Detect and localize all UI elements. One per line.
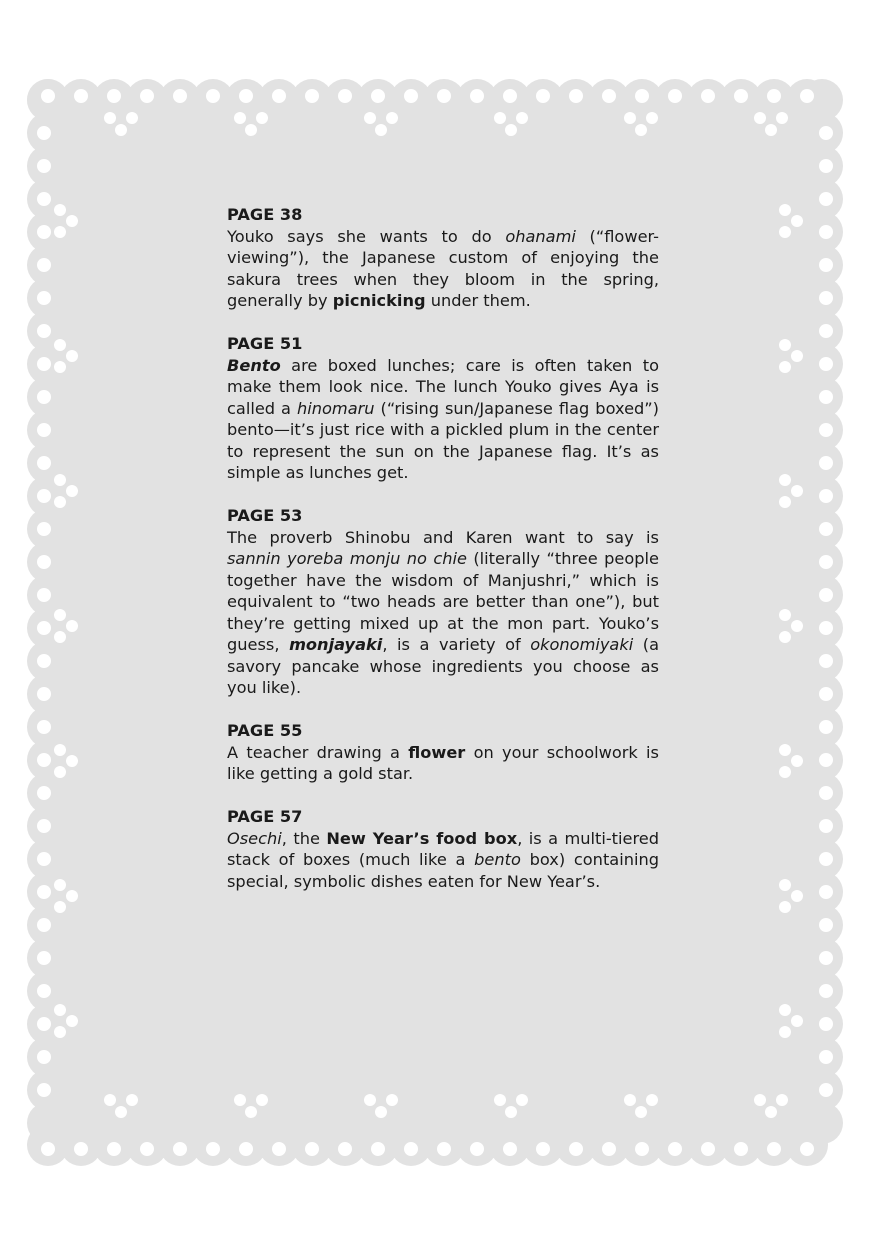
eyelet bbox=[37, 489, 51, 503]
eyelet bbox=[37, 1083, 51, 1097]
eyelet bbox=[66, 1015, 78, 1027]
eyelet bbox=[364, 1094, 376, 1106]
eyelet bbox=[37, 555, 51, 569]
eyelet bbox=[54, 901, 66, 913]
text-run: on your schoolwork is like getting a gold star. bbox=[227, 742, 659, 783]
eyelet bbox=[776, 1094, 788, 1106]
eyelet bbox=[104, 112, 116, 124]
eyelet bbox=[503, 89, 517, 103]
text-run: (a savory pancake whose ingredients you choose as you like). bbox=[227, 635, 659, 697]
note-page-38 bbox=[227, 204, 659, 312]
eyelet bbox=[800, 1142, 814, 1156]
eyelet bbox=[245, 124, 257, 136]
eyelet bbox=[646, 112, 658, 124]
eyelet bbox=[819, 852, 833, 866]
eyelet bbox=[54, 609, 66, 621]
eyelet bbox=[37, 456, 51, 470]
text-run: okonomiyaki bbox=[530, 635, 634, 654]
text-run: are boxed lunches; care is often taken to make them look nice. The lunch Youko gives Aya is called a bbox=[227, 355, 659, 418]
text-run: , is a multi-tiered stack of boxes (much like a bbox=[227, 828, 659, 869]
eyelet bbox=[624, 112, 636, 124]
eyelet bbox=[635, 124, 647, 136]
note-heading: PAGE 57 bbox=[227, 807, 303, 826]
eyelet bbox=[173, 1142, 187, 1156]
eyelet bbox=[37, 819, 51, 833]
note-page-51 bbox=[227, 333, 659, 484]
eyelet bbox=[635, 1106, 647, 1118]
eyelet bbox=[767, 89, 781, 103]
eyelet bbox=[819, 456, 833, 470]
text-run: under them. bbox=[425, 291, 531, 310]
eyelet bbox=[791, 350, 803, 362]
eyelet bbox=[37, 1017, 51, 1031]
eyelet bbox=[779, 339, 791, 351]
eyelet bbox=[819, 918, 833, 932]
eyelet bbox=[734, 1142, 748, 1156]
eyelet bbox=[239, 1142, 253, 1156]
eyelet bbox=[107, 89, 121, 103]
eyelet bbox=[37, 885, 51, 899]
eyelet bbox=[668, 1142, 682, 1156]
text-run: (literally “three people together have the wisdom of Manjushri,” which is equivalent to “two heads are better than one”), but they’re getting mixed up at the mon part. Youko’s guess, bbox=[227, 549, 659, 654]
eyelet bbox=[470, 1142, 484, 1156]
eyelet bbox=[819, 984, 833, 998]
eyelet bbox=[37, 324, 51, 338]
note-page-55 bbox=[227, 720, 659, 785]
eyelet bbox=[819, 687, 833, 701]
eyelet bbox=[819, 720, 833, 734]
eyelet bbox=[779, 204, 791, 216]
eyelet bbox=[66, 485, 78, 497]
eyelet bbox=[37, 852, 51, 866]
text-run: flower bbox=[408, 742, 466, 762]
eyelet bbox=[37, 192, 51, 206]
eyelet bbox=[819, 621, 833, 635]
eyelet bbox=[115, 1106, 127, 1118]
eyelet bbox=[505, 124, 517, 136]
eyelet bbox=[364, 112, 376, 124]
eyelet bbox=[779, 631, 791, 643]
eyelet bbox=[536, 89, 550, 103]
eyelet bbox=[37, 126, 51, 140]
text-run: , is a variety of bbox=[382, 635, 531, 654]
note-body bbox=[227, 527, 659, 699]
eyelet bbox=[791, 755, 803, 767]
eyelet bbox=[819, 588, 833, 602]
translation-notes bbox=[227, 204, 659, 914]
eyelet bbox=[779, 901, 791, 913]
eyelet bbox=[819, 1083, 833, 1097]
eyelet bbox=[37, 753, 51, 767]
eyelet bbox=[66, 215, 78, 227]
eyelet bbox=[646, 1094, 658, 1106]
eyelet bbox=[494, 1094, 506, 1106]
eyelet bbox=[791, 1015, 803, 1027]
text-run: box) containing special, symbolic dishes eaten for New Year’s. bbox=[227, 850, 659, 891]
eyelet bbox=[754, 112, 766, 124]
eyelet bbox=[754, 1094, 766, 1106]
eyelet bbox=[206, 89, 220, 103]
eyelet bbox=[819, 291, 833, 305]
eyelet bbox=[569, 89, 583, 103]
eyelet bbox=[819, 654, 833, 668]
eyelet bbox=[819, 192, 833, 206]
eyelet bbox=[819, 1050, 833, 1064]
eyelet bbox=[569, 1142, 583, 1156]
note-heading: PAGE 55 bbox=[227, 721, 303, 740]
eyelet bbox=[635, 1142, 649, 1156]
eyelet bbox=[115, 124, 127, 136]
eyelet bbox=[701, 89, 715, 103]
eyelet bbox=[779, 766, 791, 778]
note-body bbox=[227, 828, 659, 893]
eyelet bbox=[37, 687, 51, 701]
eyelet bbox=[104, 1094, 116, 1106]
text-run: (“rising sun/Japanese flag boxed”) bento—it’s just rice with a pickled plum in the center to represent the sun on the Japanese flag. It’s as simple as lunches get. bbox=[227, 398, 660, 482]
text-run: New Year’s food box bbox=[326, 828, 518, 848]
eyelet bbox=[791, 485, 803, 497]
text-run: monjayaki bbox=[289, 635, 383, 654]
scallop bbox=[27, 1102, 69, 1144]
eyelet bbox=[819, 357, 833, 371]
eyelet bbox=[779, 496, 791, 508]
eyelet bbox=[66, 755, 78, 767]
note-body bbox=[227, 226, 659, 312]
eyelet bbox=[54, 339, 66, 351]
eyelet bbox=[404, 89, 418, 103]
eyelet bbox=[41, 1142, 55, 1156]
eyelet bbox=[819, 390, 833, 404]
eyelet bbox=[779, 226, 791, 238]
eyelet bbox=[37, 786, 51, 800]
eyelet bbox=[800, 89, 814, 103]
eyelet bbox=[126, 112, 138, 124]
text-run: ohanami bbox=[505, 226, 576, 246]
eyelet bbox=[765, 1106, 777, 1118]
eyelet bbox=[234, 112, 246, 124]
eyelet bbox=[819, 126, 833, 140]
eyelet bbox=[371, 1142, 385, 1156]
eyelet bbox=[54, 1004, 66, 1016]
eyelet bbox=[819, 324, 833, 338]
eyelet bbox=[37, 390, 51, 404]
eyelet bbox=[256, 112, 268, 124]
eyelet bbox=[37, 621, 51, 635]
eyelet bbox=[140, 1142, 154, 1156]
eyelet bbox=[37, 159, 51, 173]
eyelet bbox=[54, 226, 66, 238]
eyelet bbox=[256, 1094, 268, 1106]
eyelet bbox=[819, 786, 833, 800]
eyelet bbox=[779, 744, 791, 756]
note-page-53 bbox=[227, 505, 659, 699]
eyelet bbox=[819, 1017, 833, 1031]
eyelet bbox=[776, 112, 788, 124]
eyelet bbox=[779, 609, 791, 621]
text-run: (“flower-viewing”), the Japanese custom of enjoying the sakura trees when they bloom in the spring, generally by bbox=[227, 226, 659, 310]
text-run: Bento bbox=[227, 355, 281, 375]
eyelet bbox=[819, 159, 833, 173]
eyelet bbox=[54, 496, 66, 508]
eyelet bbox=[54, 879, 66, 891]
eyelet bbox=[66, 890, 78, 902]
eyelet bbox=[734, 89, 748, 103]
text-run: A teacher drawing a bbox=[227, 742, 409, 762]
note-heading: PAGE 51 bbox=[227, 334, 303, 353]
eyelet bbox=[404, 1142, 418, 1156]
eyelet bbox=[234, 1094, 246, 1106]
eyelet bbox=[386, 112, 398, 124]
eyelet bbox=[54, 1026, 66, 1038]
eyelet bbox=[791, 215, 803, 227]
eyelet bbox=[536, 1142, 550, 1156]
eyelet bbox=[386, 1094, 398, 1106]
eyelet bbox=[54, 744, 66, 756]
eyelet bbox=[37, 522, 51, 536]
text-run: hinomaru bbox=[297, 398, 375, 418]
eyelet bbox=[54, 631, 66, 643]
eyelet bbox=[624, 1094, 636, 1106]
eyelet bbox=[37, 918, 51, 932]
eyelet bbox=[470, 89, 484, 103]
eyelet bbox=[126, 1094, 138, 1106]
eyelet bbox=[779, 879, 791, 891]
eyelet bbox=[54, 361, 66, 373]
eyelet bbox=[140, 89, 154, 103]
note-heading: PAGE 38 bbox=[227, 205, 303, 224]
eyelet bbox=[54, 474, 66, 486]
eyelet bbox=[37, 654, 51, 668]
eyelet bbox=[66, 350, 78, 362]
eyelet bbox=[701, 1142, 715, 1156]
eyelet bbox=[37, 357, 51, 371]
text-run: Osechi bbox=[227, 828, 282, 848]
eyelet bbox=[791, 890, 803, 902]
eyelet bbox=[37, 225, 51, 239]
eyelet bbox=[54, 204, 66, 216]
eyelet bbox=[245, 1106, 257, 1118]
text-run: The proverb Shinobu and Karen want to say is bbox=[227, 527, 659, 547]
eyelet bbox=[635, 89, 649, 103]
eyelet bbox=[602, 89, 616, 103]
eyelet bbox=[765, 124, 777, 136]
eyelet bbox=[819, 522, 833, 536]
eyelet bbox=[819, 819, 833, 833]
eyelet bbox=[41, 89, 55, 103]
eyelet bbox=[338, 1142, 352, 1156]
eyelet bbox=[505, 1106, 517, 1118]
text-run: bento bbox=[474, 850, 521, 869]
eyelet bbox=[437, 89, 451, 103]
eyelet bbox=[206, 1142, 220, 1156]
text-run: sannin yoreba monju no chie bbox=[227, 549, 467, 568]
eyelet bbox=[37, 984, 51, 998]
eyelet bbox=[779, 1004, 791, 1016]
eyelet bbox=[819, 951, 833, 965]
eyelet bbox=[819, 489, 833, 503]
eyelet bbox=[503, 1142, 517, 1156]
text-run: Youko says she wants to do bbox=[227, 226, 506, 246]
eyelet bbox=[74, 1142, 88, 1156]
eyelet bbox=[791, 620, 803, 632]
eyelet bbox=[305, 1142, 319, 1156]
text-run: , the bbox=[281, 828, 327, 848]
eyelet bbox=[37, 951, 51, 965]
eyelet bbox=[37, 258, 51, 272]
eyelet bbox=[272, 1142, 286, 1156]
eyelet bbox=[516, 112, 528, 124]
eyelet bbox=[375, 124, 387, 136]
eyelet bbox=[819, 753, 833, 767]
scallop bbox=[801, 1102, 843, 1144]
eyelet bbox=[37, 720, 51, 734]
eyelet bbox=[371, 89, 385, 103]
eyelet bbox=[66, 620, 78, 632]
eyelet bbox=[54, 766, 66, 778]
eyelet bbox=[819, 423, 833, 437]
note-body bbox=[227, 355, 659, 484]
eyelet bbox=[767, 1142, 781, 1156]
note-body bbox=[227, 742, 659, 785]
eyelet bbox=[437, 1142, 451, 1156]
eyelet bbox=[819, 555, 833, 569]
eyelet bbox=[516, 1094, 528, 1106]
eyelet bbox=[819, 885, 833, 899]
eyelet bbox=[305, 89, 319, 103]
eyelet bbox=[375, 1106, 387, 1118]
eyelet bbox=[338, 89, 352, 103]
eyelet bbox=[37, 588, 51, 602]
eyelet bbox=[779, 1026, 791, 1038]
eyelet bbox=[239, 89, 253, 103]
eyelet bbox=[37, 423, 51, 437]
eyelet bbox=[107, 1142, 121, 1156]
eyelet bbox=[272, 89, 286, 103]
eyelet bbox=[37, 291, 51, 305]
eyelet bbox=[779, 474, 791, 486]
eyelet bbox=[668, 89, 682, 103]
eyelet bbox=[173, 89, 187, 103]
eyelet bbox=[37, 1050, 51, 1064]
eyelet bbox=[779, 361, 791, 373]
eyelet bbox=[494, 112, 506, 124]
eyelet bbox=[74, 89, 88, 103]
note-page-57 bbox=[227, 806, 659, 892]
eyelet bbox=[602, 1142, 616, 1156]
text-run: picnicking bbox=[332, 291, 426, 310]
eyelet bbox=[819, 225, 833, 239]
note-heading: PAGE 53 bbox=[227, 506, 303, 525]
eyelet bbox=[819, 258, 833, 272]
